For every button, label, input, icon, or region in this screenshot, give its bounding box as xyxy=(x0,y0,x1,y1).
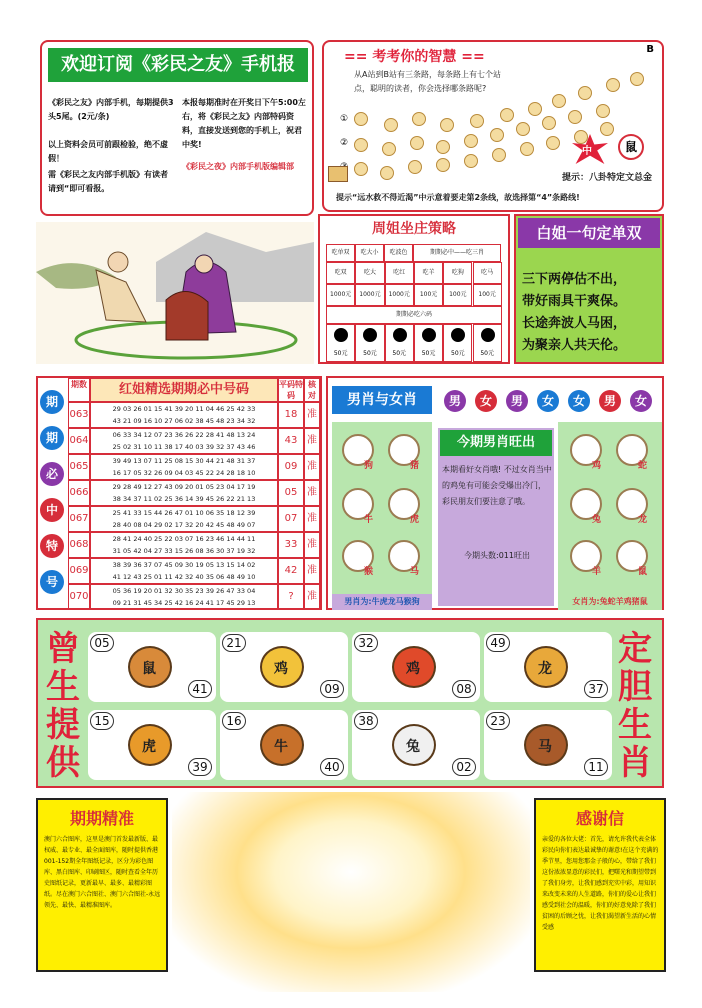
card-number-bottom: 02 xyxy=(452,758,476,776)
zodiac-card xyxy=(220,632,348,702)
side-ball: 号 xyxy=(40,570,64,594)
female-zodiac-label: 蛇 xyxy=(638,461,648,471)
puzzle-panel xyxy=(322,40,664,212)
subscribe-right-1: 本报每期准时在开奖日下午5:00左右，将《彩民之友》内部特码资料，直接发送到您的手机上，祝君中奖! xyxy=(182,98,306,149)
table-row xyxy=(90,402,278,428)
money-amount: 50元 xyxy=(451,350,465,357)
female-footer: 女肖为:兔蛇羊鸡猪鼠 xyxy=(558,594,662,610)
animal-icon xyxy=(382,142,396,156)
male-zodiac-label: 猪 xyxy=(410,461,420,471)
baijie-line-3: 长途奔波人马困， xyxy=(522,316,627,331)
issue-number: 069 xyxy=(68,558,90,584)
card-number-top: 49 xyxy=(486,634,510,652)
answer-circle: 鼠 xyxy=(618,134,644,160)
animal-icon xyxy=(470,114,484,128)
issue-number: 063 xyxy=(68,402,90,428)
animal-icon xyxy=(500,108,514,122)
side-ball: 期 xyxy=(40,426,64,450)
baijie-line-4: 为聚亲人共天伦。 xyxy=(522,338,627,353)
animal-icon xyxy=(568,110,582,124)
money-amount: 50元 xyxy=(480,350,494,357)
male-zodiac-label: 猴 xyxy=(364,567,374,577)
number-line-1: 25 41 33 15 44 26 47 01 10 06 35 18 12 39 xyxy=(112,509,256,517)
animal-icon xyxy=(412,112,426,126)
number-line-1: 29 03 26 01 15 41 39 20 11 04 46 25 42 33 xyxy=(112,405,256,413)
male-footer: 男肖为:牛虎龙马猴狗 xyxy=(332,594,432,610)
strategy-pick: 吃双 xyxy=(326,262,355,284)
strategy-header: 期期必中——吃三肖 xyxy=(413,244,501,262)
route-number-2: ② xyxy=(340,138,349,148)
card-number-bottom: 40 xyxy=(320,758,344,776)
strategy-amount: 100元 xyxy=(414,284,443,306)
number-line-2: 25 02 31 10 11 38 17 40 03 39 32 37 43 46 xyxy=(112,443,256,451)
card-number-bottom: 11 xyxy=(584,758,608,776)
animal-icon xyxy=(490,128,504,142)
check-mark: 准 xyxy=(304,584,320,610)
puzzle-hint: 提示：八卦特定文总金 xyxy=(561,173,652,183)
special-number: 18 xyxy=(278,402,304,428)
animal-icon xyxy=(606,78,620,92)
left-slogan-char: 曾 xyxy=(46,629,80,669)
check-mark: 准 xyxy=(304,428,320,454)
strategy-amount: 100元 xyxy=(473,284,502,306)
subscribe-panel xyxy=(40,40,314,216)
female-zodiac-label: 鸡 xyxy=(592,461,602,471)
zodiac-card xyxy=(484,632,612,702)
issue-number: 068 xyxy=(68,532,90,558)
zodiac-animal-label: 牛 xyxy=(274,739,288,755)
baijie-line-2: 带好雨具干爽保。 xyxy=(522,294,627,309)
thanks-panel xyxy=(534,798,666,972)
special-number: 09 xyxy=(278,454,304,480)
number-line-1: 06 33 34 12 07 23 36 26 22 28 41 48 13 24 xyxy=(112,431,256,439)
left-slogan-char: 提 xyxy=(46,705,80,745)
zodiac-card xyxy=(220,710,348,780)
check-mark: 准 xyxy=(304,402,320,428)
card-number-bottom: 41 xyxy=(188,680,212,698)
thanks-body: 亲爱的各位大佬：首先，请允许我代表全体彩民向你们表达最诚挚的谢意!在这个充满的季节里，您用您那金子般的心，带给了我们这份浓浓显意的彩民们，把曙光和期望带到了我们身旁，让我们感到充实中彩，用知识来改变未来的人生道路，你们的爱心让我们感受到社会的温暖，你们的好意免除了我们贫困的后顾之忧，让我们渴望新生活的心情受感 xyxy=(542,836,659,931)
issue-number: 067 xyxy=(68,506,90,532)
table-row xyxy=(90,584,278,610)
check-mark: 准 xyxy=(304,532,320,558)
center-body: 本期看好女肖哦! 不过女肖当中的鸡兔有可能会受爆出冷门，彩民朋友们要注意了哦。 xyxy=(442,465,552,506)
zodiac-card xyxy=(88,710,216,780)
baijie-line-1: 三下两停估不出， xyxy=(522,272,627,287)
animal-icon xyxy=(552,94,566,108)
animal-icon xyxy=(436,158,450,172)
animal-icon xyxy=(440,118,454,132)
strategy-header: 吃单双 xyxy=(326,244,355,262)
animal-icon xyxy=(384,118,398,132)
puzzle-tag: B xyxy=(646,44,654,55)
puzzle-answer: 提示“远水救不得近渴”中示意着要走第2条线，故选择第“4”条路线! xyxy=(336,193,580,202)
animal-icon xyxy=(354,138,368,152)
right-slogan-char: 肖 xyxy=(618,743,652,783)
table-row xyxy=(90,558,278,584)
female-zodiac-label: 兔 xyxy=(592,515,602,525)
subscribe-right-2: 《彩民之夜》内部手机版编辑部 xyxy=(182,162,294,171)
table-row xyxy=(90,532,278,558)
black-dot xyxy=(422,328,436,342)
animal-icon xyxy=(464,134,478,148)
animal-icon xyxy=(354,112,368,126)
puzzle-question: 从A站到B站有三条路，每条路上有七个站点，聪明的读者，你会选择哪条路呢? xyxy=(354,70,501,93)
animal-icon xyxy=(542,116,556,130)
strategy-pick: 吃狗 xyxy=(443,262,472,284)
gender-ball: 女 xyxy=(475,390,497,412)
animal-icon xyxy=(520,142,534,156)
card-number-top: 16 xyxy=(222,712,246,730)
number-line-2: 43 21 09 16 10 27 06 02 38 45 48 23 34 32 xyxy=(112,417,256,425)
zodiac-animal-label: 鸡 xyxy=(406,661,420,677)
animal-icon xyxy=(464,154,478,168)
baijie-panel xyxy=(514,214,664,364)
zodiac-animal-label: 龙 xyxy=(538,661,552,677)
male-zodiac-label: 牛 xyxy=(364,515,374,525)
number-line-2: 09 21 31 45 34 25 42 16 24 41 17 45 29 13 xyxy=(112,599,256,607)
route-number-1: ① xyxy=(340,114,349,124)
zhoujie-strategy-panel xyxy=(318,214,510,364)
animal-icon xyxy=(596,104,610,118)
issue-number: 070 xyxy=(68,584,90,610)
card-number-bottom: 39 xyxy=(188,758,212,776)
glow-decoration xyxy=(172,792,530,992)
accuracy-title: 期期精准 xyxy=(69,809,134,828)
stamp-text: 中 xyxy=(582,146,592,157)
card-number-top: 32 xyxy=(354,634,378,652)
number-line-2: 41 12 43 25 01 11 42 32 40 35 06 48 49 10 xyxy=(112,573,256,581)
zodiac-animal-label: 马 xyxy=(538,739,552,755)
table-header: 红姐精选期期必中号码 xyxy=(90,378,278,402)
card-number-top: 15 xyxy=(90,712,114,730)
table-header: 核对 xyxy=(304,378,320,402)
number-line-2: 38 34 37 11 02 25 36 14 39 45 26 22 21 13 xyxy=(112,495,256,503)
strategy-amount: 1000元 xyxy=(385,284,414,306)
animal-icon xyxy=(436,140,450,154)
special-number: 43 xyxy=(278,428,304,454)
zhoujie-title: 周姐坐庄策略 xyxy=(372,221,456,237)
card-number-top: 38 xyxy=(354,712,378,730)
strategy-sub: 期期必吃六码 xyxy=(326,306,502,324)
thanks-title: 感谢信 xyxy=(575,809,624,828)
check-mark: 准 xyxy=(304,506,320,532)
table-header: 平码特码 xyxy=(279,380,303,400)
number-line-1: 38 39 36 37 07 45 09 30 19 05 13 15 14 02 xyxy=(112,561,256,569)
special-number: 33 xyxy=(278,532,304,558)
animal-icon xyxy=(578,86,592,100)
card-number-top: 05 xyxy=(90,634,114,652)
male-zodiac-label: 马 xyxy=(410,567,420,577)
strategy-amount: 100元 xyxy=(443,284,472,306)
number-line-2: 31 05 42 04 27 33 15 26 08 36 30 37 19 32 xyxy=(112,547,256,555)
animal-icon xyxy=(380,166,394,180)
zodiac-animal-label: 兔 xyxy=(406,739,420,755)
special-number-table xyxy=(36,376,322,610)
number-line-2: 16 17 05 32 26 09 04 03 45 22 24 28 18 10 xyxy=(112,469,256,477)
male-zodiac-label: 虎 xyxy=(410,515,420,525)
number-line-1: 39 49 13 07 11 25 08 15 30 44 21 48 31 37 xyxy=(112,457,256,465)
strategy-pick: 吃红 xyxy=(385,262,414,284)
female-zodiac-label: 龙 xyxy=(638,515,648,525)
subscribe-left-3: 需《彩民之友内部手机版》有读者请到“即可看报。 xyxy=(48,170,168,193)
male-zodiac-label: 狗 xyxy=(364,461,374,471)
gender-ball: 男 xyxy=(506,390,528,412)
gender-ball: 女 xyxy=(630,390,652,412)
side-ball: 中 xyxy=(40,498,64,522)
center-head: 今期头数:011旺出 xyxy=(464,551,530,560)
table-row xyxy=(90,480,278,506)
black-dot xyxy=(334,328,348,342)
strategy-header: 吃波色 xyxy=(384,244,413,262)
animal-icon xyxy=(630,72,644,86)
issue-number: 066 xyxy=(68,480,90,506)
strategy-amount: 1000元 xyxy=(326,284,355,306)
side-ball: 期 xyxy=(40,390,64,414)
zodiac-grid-panel xyxy=(36,618,664,788)
black-dot xyxy=(393,328,407,342)
special-number: ? xyxy=(278,584,304,610)
check-mark: 准 xyxy=(304,454,320,480)
zodiac-card xyxy=(484,710,612,780)
female-zodiac-label: 鼠 xyxy=(638,567,648,577)
number-line-1: 28 41 24 40 25 22 03 07 16 23 46 14 44 11 xyxy=(112,535,256,543)
zodiac-card xyxy=(352,710,480,780)
animal-icon xyxy=(516,122,530,136)
right-slogan-char: 生 xyxy=(618,705,652,745)
scene-illustration xyxy=(36,222,314,364)
black-dot xyxy=(481,328,495,342)
baijie-title: 白姐一句定单双 xyxy=(518,218,660,248)
accuracy-body: 澳门六合图库，这里是澳门首发最新版、最权威、最专业、最全面图库，随时提供香港001-152期全年图纸记录，区分为彩色图库、黑白图库、印刷图区，随时查看全年历史图纸记录，更新最早、最多、最精彩图纸。尽在澳门六合图社、澳门六合图社-永远领先、最快、最精准图库。 xyxy=(44,836,161,909)
strategy-pick: 吃大 xyxy=(355,262,384,284)
animal-icon xyxy=(600,122,614,136)
strategy-pick: 吃马 xyxy=(473,262,502,284)
left-slogan-char: 供 xyxy=(46,743,80,783)
left-slogan-char: 生 xyxy=(46,667,80,707)
zodiac-card xyxy=(352,632,480,702)
gender-ball: 女 xyxy=(537,390,559,412)
gender-ball: 男 xyxy=(599,390,621,412)
special-number: 42 xyxy=(278,558,304,584)
strategy-header: 吃大小 xyxy=(355,244,384,262)
card-number-bottom: 37 xyxy=(584,680,608,698)
special-number: 07 xyxy=(278,506,304,532)
check-mark: 准 xyxy=(304,558,320,584)
subscribe-left-2: 以上资料会员可前跟检验，绝不虚假！ xyxy=(48,140,168,163)
card-number-top: 21 xyxy=(222,634,246,652)
animal-icon xyxy=(528,102,542,116)
card-number-top: 23 xyxy=(486,712,510,730)
issue-number: 065 xyxy=(68,454,90,480)
zodiac-animal-label: 鼠 xyxy=(142,661,156,677)
gender-zodiac-title: 男肖与女肖 xyxy=(332,386,432,414)
gender-ball: 女 xyxy=(568,390,590,412)
gender-zodiac-panel xyxy=(326,376,664,610)
number-line-1: 05 36 19 20 01 32 30 35 23 39 26 47 33 04 xyxy=(112,587,256,595)
animal-icon xyxy=(546,136,560,150)
money-amount: 50元 xyxy=(333,350,348,357)
right-slogan-char: 胆 xyxy=(618,667,652,707)
money-amount: 50元 xyxy=(363,350,377,357)
money-amount: 50元 xyxy=(421,350,436,357)
puzzle-title: == 考考你的智慧 == xyxy=(344,49,485,65)
house-icon xyxy=(328,166,348,182)
strategy-pick: 吃羊 xyxy=(414,262,443,284)
special-number: 05 xyxy=(278,480,304,506)
card-number-bottom: 09 xyxy=(320,680,344,698)
table-row xyxy=(90,454,278,480)
check-mark: 准 xyxy=(304,480,320,506)
animal-icon xyxy=(408,160,422,174)
number-line-2: 28 40 08 04 29 02 17 32 20 42 45 48 49 07 xyxy=(112,521,256,529)
number-line-1: 29 28 49 12 27 43 09 20 01 05 23 04 17 19 xyxy=(112,483,256,491)
center-title: 今期男肖旺出 xyxy=(440,430,552,456)
table-row xyxy=(90,428,278,454)
female-zodiac-label: 羊 xyxy=(592,567,602,577)
subscribe-title: 欢迎订阅《彩民之友》手机报 xyxy=(48,48,308,82)
zodiac-card xyxy=(88,632,216,702)
right-slogan-char: 定 xyxy=(618,629,652,669)
zodiac-animal-label: 鸡 xyxy=(274,661,288,677)
zodiac-animal-label: 虎 xyxy=(142,739,156,755)
table-header: 期数 xyxy=(68,378,90,402)
card-number-bottom: 08 xyxy=(452,680,476,698)
subscribe-left-1: 《彩民之友》内部手机，每期提供3头5尾。(2元/条) xyxy=(48,98,174,121)
animal-icon xyxy=(354,162,368,176)
side-ball: 必 xyxy=(40,462,64,486)
gender-ball: 男 xyxy=(444,390,466,412)
money-amount: 50元 xyxy=(392,350,407,357)
issue-number: 064 xyxy=(68,428,90,454)
table-row xyxy=(90,506,278,532)
side-ball: 特 xyxy=(40,534,64,558)
strategy-amount: 1000元 xyxy=(355,284,384,306)
accuracy-panel xyxy=(36,798,168,972)
animal-icon xyxy=(492,148,506,162)
animal-icon xyxy=(410,136,424,150)
